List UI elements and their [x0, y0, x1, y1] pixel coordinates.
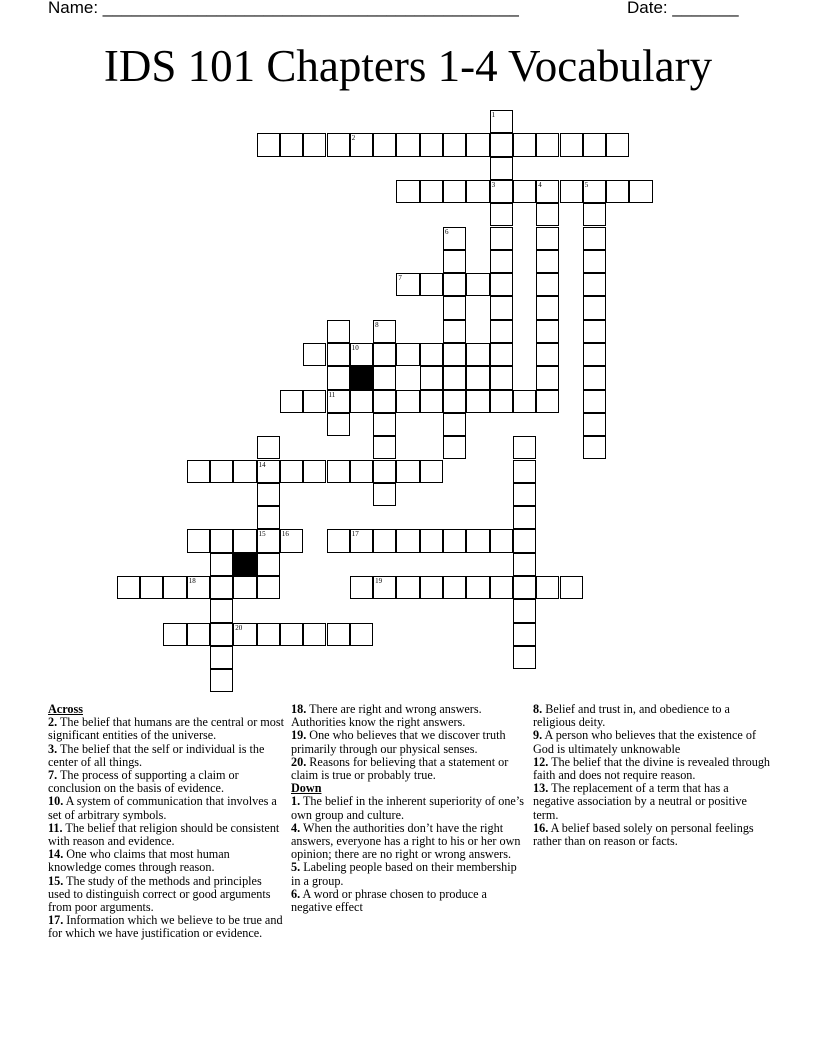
grid-cell[interactable]: [490, 110, 513, 133]
clue-across-14: 14. One who claims that most human knowledge comes through reason.: [48, 847, 230, 875]
across-heading: Across: [48, 702, 83, 716]
grid-cell[interactable]: [420, 343, 443, 366]
grid-cell[interactable]: [396, 343, 419, 366]
clue-across-18: 18. There are right and wrong answers. Authorities know the right answers.: [291, 702, 482, 730]
grid-cell[interactable]: [327, 390, 350, 413]
grid-cell[interactable]: [606, 180, 629, 203]
grid-cell[interactable]: [233, 576, 256, 599]
grid-cell[interactable]: [373, 320, 396, 343]
grid-cell[interactable]: [560, 133, 583, 156]
clue-number-label: 10: [351, 344, 359, 352]
grid-cell[interactable]: [513, 133, 536, 156]
grid-cell[interactable]: [327, 133, 350, 156]
grid-cell[interactable]: [187, 460, 210, 483]
grid-block: [350, 366, 373, 389]
clue-number-label: 4: [538, 180, 542, 189]
clue-number-label: 19: [375, 577, 383, 585]
clue-down-1: 1. The belief in the inherent superiority of one’s own group and culture.: [291, 794, 524, 822]
grid-cell[interactable]: [443, 413, 466, 436]
grid-cell[interactable]: [583, 413, 606, 436]
grid-cell[interactable]: [210, 623, 233, 646]
grid-cell[interactable]: [443, 436, 466, 459]
grid-cell[interactable]: [373, 483, 396, 506]
grid-cell[interactable]: [466, 390, 489, 413]
clue-number-label: 2: [351, 134, 356, 143]
grid-cell[interactable]: [490, 320, 513, 343]
grid-cell[interactable]: [350, 460, 373, 483]
grid-cell[interactable]: [536, 273, 559, 296]
clues-column-3: [533, 703, 773, 848]
grid-cell[interactable]: [327, 529, 350, 552]
clue-number-label: 3: [491, 180, 496, 189]
grid-cell[interactable]: [490, 576, 513, 599]
grid-cell[interactable]: [513, 506, 536, 529]
grid-cell[interactable]: [583, 320, 606, 343]
grid-cell[interactable]: [490, 296, 513, 319]
grid-cell[interactable]: [420, 460, 443, 483]
grid-cell[interactable]: [443, 343, 466, 366]
grid-cell[interactable]: [536, 390, 559, 413]
grid-cell[interactable]: [583, 390, 606, 413]
clue-number-label: 20: [235, 623, 243, 632]
clue-number-label: 14: [258, 460, 266, 469]
grid-cell[interactable]: [583, 203, 606, 226]
grid-cell[interactable]: [373, 460, 396, 483]
grid-cell[interactable]: [280, 460, 303, 483]
grid-cell[interactable]: [606, 133, 629, 156]
grid-cell[interactable]: [466, 273, 489, 296]
clue-down-6: 6. A word or phrase chosen to produce a negative effect: [291, 886, 487, 915]
date-field-line[interactable]: Date: _______: [627, 0, 739, 17]
grid-cell[interactable]: [583, 436, 606, 459]
grid-cell[interactable]: [350, 623, 373, 646]
grid-cell[interactable]: [210, 599, 233, 622]
clue-number-label: 15: [258, 530, 266, 539]
grid-cell[interactable]: [443, 273, 466, 296]
clue-number-label: 1: [491, 111, 496, 119]
grid-cell[interactable]: [443, 250, 466, 273]
grid-cell[interactable]: [583, 366, 606, 389]
grid-cell[interactable]: [350, 343, 373, 366]
grid-cell[interactable]: [303, 133, 326, 156]
grid-cell[interactable]: [583, 343, 606, 366]
grid-cell[interactable]: [513, 483, 536, 506]
grid-cell[interactable]: [490, 366, 513, 389]
grid-cell[interactable]: [466, 343, 489, 366]
grid-cell[interactable]: [513, 599, 536, 622]
grid-cell[interactable]: [210, 646, 233, 669]
clue-number-label: 17: [351, 530, 359, 539]
clue-across-17: 17. Information which we believe to be true and for which we have justification or evidence.: [48, 913, 283, 941]
clue-number-label: 6: [445, 227, 449, 236]
grid-cell[interactable]: [536, 203, 559, 226]
grid-cell[interactable]: [420, 576, 443, 599]
grid-cell[interactable]: [280, 390, 303, 413]
grid-cell[interactable]: [373, 436, 396, 459]
grid-cell[interactable]: [350, 133, 373, 156]
clue-down-5: 5. Labeling people based on their membership in a group.: [291, 860, 517, 888]
grid-cell[interactable]: [583, 250, 606, 273]
grid-cell[interactable]: [536, 296, 559, 319]
grid-cell[interactable]: [233, 623, 256, 646]
clue-down-12: 12. The belief that the divine is revealed through faith and does not require reason.: [533, 754, 771, 783]
grid-cell[interactable]: [443, 320, 466, 343]
grid-cell[interactable]: [490, 529, 513, 552]
name-field-line[interactable]: Name: ____________________________________________: [48, 0, 519, 17]
grid-cell[interactable]: [396, 180, 419, 203]
grid-cell[interactable]: [536, 576, 559, 599]
grid-cell[interactable]: [536, 250, 559, 273]
grid-cell[interactable]: [210, 576, 233, 599]
grid-cell[interactable]: [490, 157, 513, 180]
clue-down-4: 4. When the authorities don’t have the right answers, everyone has a right to his or her own opinion; there are no right or wrong answers.: [291, 820, 521, 862]
grid-cell[interactable]: [560, 576, 583, 599]
clues-column-2: [291, 703, 527, 914]
clue-across-3: 3. The belief that the self or individual is the center of all things.: [48, 741, 265, 769]
grid-cell[interactable]: [420, 390, 443, 413]
clue-number-label: 18: [188, 577, 196, 585]
grid-cell[interactable]: [443, 296, 466, 319]
grid-cell[interactable]: [583, 180, 606, 203]
grid-cell[interactable]: [583, 227, 606, 250]
grid-cell[interactable]: [117, 576, 140, 599]
grid-cell[interactable]: [280, 133, 303, 156]
grid-cell[interactable]: [490, 133, 513, 156]
grid-cell[interactable]: [210, 529, 233, 552]
grid-cell[interactable]: [560, 180, 583, 203]
grid-cell[interactable]: [257, 460, 280, 483]
grid-cell[interactable]: [187, 576, 210, 599]
grid-cell[interactable]: [210, 553, 233, 576]
clue-number-label: 5: [584, 180, 589, 189]
grid-cell[interactable]: [327, 343, 350, 366]
grid-cell[interactable]: [233, 460, 256, 483]
grid-cell[interactable]: [140, 576, 163, 599]
down-heading: Down: [291, 781, 322, 796]
grid-cell[interactable]: [490, 250, 513, 273]
clue-number-label: 11: [328, 390, 336, 399]
clue-down-8: 8. Belief and trust in, and obedience to a religious deity.: [533, 702, 730, 730]
grid-cell[interactable]: [373, 343, 396, 366]
grid-cell[interactable]: [513, 460, 536, 483]
grid-cell[interactable]: [350, 576, 373, 599]
grid-cell[interactable]: [466, 529, 489, 552]
grid-cell[interactable]: [257, 506, 280, 529]
grid-cell[interactable]: [536, 366, 559, 389]
grid-cell[interactable]: [373, 366, 396, 389]
grid-cell[interactable]: [536, 133, 559, 156]
clues-column-1: [48, 703, 284, 941]
grid-cell[interactable]: [513, 436, 536, 459]
clue-across-11: 11. The belief that religion should be consistent with reason and evidence.: [48, 820, 280, 849]
grid-cell[interactable]: [303, 623, 326, 646]
clue-number-label: 8: [375, 320, 379, 329]
grid-cell[interactable]: [536, 180, 559, 203]
grid-cell[interactable]: [443, 180, 466, 203]
grid-cell[interactable]: [163, 623, 186, 646]
clue-across-10: 10. A system of communication that involves a set of arbitrary symbols.: [48, 794, 277, 822]
grid-cell[interactable]: [187, 529, 210, 552]
grid-cell[interactable]: [350, 529, 373, 552]
grid-cell[interactable]: [513, 553, 536, 576]
clue-down-13: 13. The replacement of a term that has a negative association by a neutral or positive term.: [533, 781, 747, 822]
grid-cell[interactable]: [373, 576, 396, 599]
grid-cell[interactable]: [490, 227, 513, 250]
grid-cell[interactable]: [233, 529, 256, 552]
grid-cell[interactable]: [420, 273, 443, 296]
grid-cell[interactable]: [536, 320, 559, 343]
grid-cell[interactable]: [257, 623, 280, 646]
clue-across-7: 7. The process of supporting a claim or conclusion on the basis of evidence.: [48, 768, 239, 796]
grid-cell[interactable]: [257, 553, 280, 576]
grid-cell[interactable]: [443, 576, 466, 599]
grid-cell[interactable]: [513, 180, 536, 203]
grid-cell[interactable]: [257, 133, 280, 156]
grid-cell[interactable]: [327, 366, 350, 389]
clue-across-19: 19. One who believes that we discover truth primarily through our physical senses.: [291, 728, 506, 756]
grid-cell[interactable]: [257, 576, 280, 599]
grid-cell[interactable]: [443, 366, 466, 389]
grid-cell[interactable]: [303, 460, 326, 483]
grid-cell[interactable]: [466, 180, 489, 203]
grid-cell[interactable]: [466, 366, 489, 389]
grid-cell[interactable]: [396, 390, 419, 413]
grid-cell[interactable]: [280, 623, 303, 646]
grid-cell[interactable]: [490, 180, 513, 203]
grid-cell[interactable]: [373, 529, 396, 552]
grid-cell[interactable]: [303, 343, 326, 366]
clue-down-16: 16. A belief based solely on personal feelings rather than on reason or facts.: [533, 820, 754, 849]
grid-cell[interactable]: [536, 227, 559, 250]
grid-cell[interactable]: [163, 576, 186, 599]
grid-cell[interactable]: [280, 529, 303, 552]
grid-cell[interactable]: [513, 529, 536, 552]
grid-cell[interactable]: [327, 460, 350, 483]
grid-cell[interactable]: [443, 227, 466, 250]
clue-down-9: 9. A person who believes that the existence of God is ultimately unknowable: [533, 728, 757, 756]
grid-cell[interactable]: [210, 669, 233, 692]
grid-cell[interactable]: [210, 460, 233, 483]
grid-cell[interactable]: [513, 576, 536, 599]
grid-cell[interactable]: [396, 576, 419, 599]
grid-cell[interactable]: [396, 460, 419, 483]
clue-across-15: 15. The study of the methods and principles used to distinguish correct or good arguments from poor arguments.: [48, 873, 271, 915]
grid-cell[interactable]: [583, 296, 606, 319]
grid-cell[interactable]: [396, 273, 419, 296]
grid-cell[interactable]: [443, 529, 466, 552]
grid-cell[interactable]: [327, 623, 350, 646]
grid-cell[interactable]: [583, 273, 606, 296]
grid-cell[interactable]: [187, 623, 210, 646]
grid-cell[interactable]: [443, 390, 466, 413]
grid-cell[interactable]: [490, 390, 513, 413]
grid-cell[interactable]: [466, 133, 489, 156]
clue-number-label: 16: [281, 530, 289, 539]
grid-cell[interactable]: [396, 529, 419, 552]
grid-cell[interactable]: [490, 343, 513, 366]
clue-across-20: 20. Reasons for believing that a statement or claim is true or probably true.: [291, 754, 509, 783]
grid-cell[interactable]: [420, 366, 443, 389]
grid-cell[interactable]: [373, 390, 396, 413]
grid-cell[interactable]: [257, 529, 280, 552]
grid-cell[interactable]: [396, 133, 419, 156]
grid-cell[interactable]: [350, 390, 373, 413]
grid-cell[interactable]: [420, 529, 443, 552]
page-title: IDS 101 Chapters 1-4 Vocabulary: [103, 41, 713, 91]
grid-cell[interactable]: [373, 133, 396, 156]
grid-cell[interactable]: [513, 646, 536, 669]
grid-cell[interactable]: [629, 180, 652, 203]
grid-cell[interactable]: [420, 180, 443, 203]
grid-cell[interactable]: [257, 436, 280, 459]
grid-cell[interactable]: [490, 273, 513, 296]
grid-cell[interactable]: [420, 133, 443, 156]
grid-cell[interactable]: [490, 203, 513, 226]
grid-cell[interactable]: [443, 133, 466, 156]
clue-across-2: 2. The belief that humans are the central or most significant entities of the universe.: [48, 715, 284, 743]
grid-cell[interactable]: [373, 413, 396, 436]
grid-cell[interactable]: [536, 343, 559, 366]
grid-cell[interactable]: [513, 390, 536, 413]
clue-number-label: 7: [398, 274, 402, 283]
grid-cell[interactable]: [466, 576, 489, 599]
grid-block: [233, 553, 256, 576]
grid-cell[interactable]: [327, 320, 350, 343]
grid-cell[interactable]: [513, 623, 536, 646]
grid-cell[interactable]: [303, 390, 326, 413]
grid-cell[interactable]: [257, 483, 280, 506]
grid-cell[interactable]: [327, 413, 350, 436]
grid-cell[interactable]: [583, 133, 606, 156]
